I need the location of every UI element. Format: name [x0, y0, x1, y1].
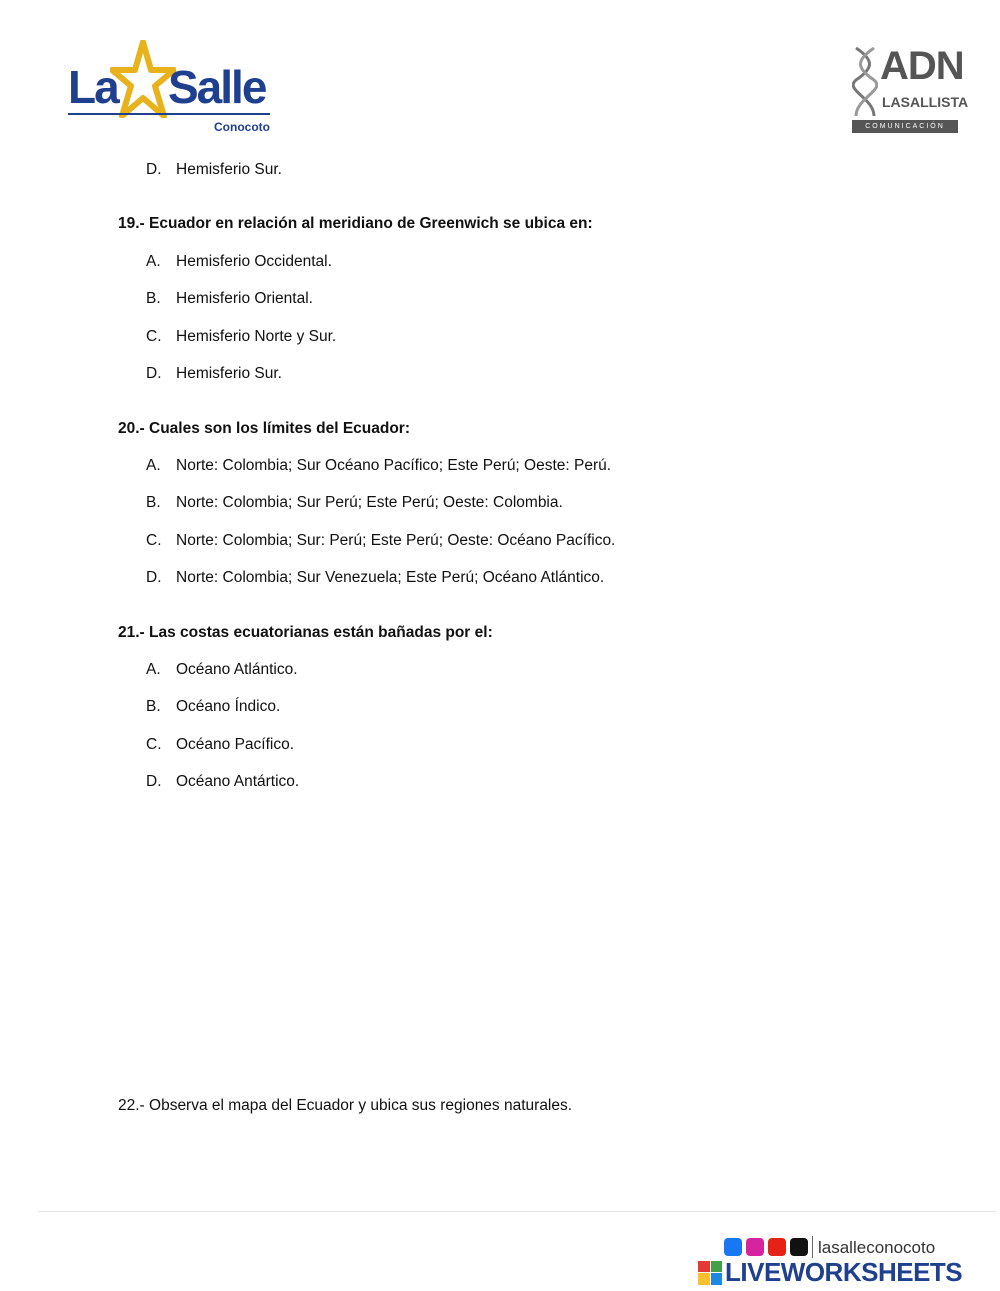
youtube-icon[interactable]: [768, 1238, 786, 1256]
question-21-title: 21.- Las costas ecuatorianas están bañadas por el:: [118, 624, 493, 641]
list-item: [146, 736, 294, 754]
option-text: Norte: Colombia; Sur: Perú; Este Perú; Oeste: Océano Pacífico.: [176, 532, 616, 549]
adn-title: ADN: [880, 44, 964, 88]
option-text: Norte: Colombia; Sur Océano Pacífico; Este Perú; Oeste: Perú.: [176, 457, 612, 474]
list-item: [146, 328, 336, 346]
list-item: [146, 532, 615, 550]
option-letter: C.: [146, 736, 162, 753]
option-letter: B.: [146, 494, 161, 511]
option-letter: B.: [146, 698, 161, 715]
option-text: Hemisferio Sur.: [176, 365, 282, 382]
logo-text-la: La: [68, 61, 118, 113]
live-badge-icon: [698, 1261, 722, 1285]
option-text: Hemisferio Oriental.: [176, 290, 313, 307]
adn-subtitle: LASALLISTA: [882, 94, 969, 110]
option-text: Hemisferio Occidental.: [176, 253, 332, 270]
option-text: Océano Pacífico.: [176, 736, 295, 753]
footer-separator: [812, 1236, 813, 1258]
instagram-icon[interactable]: [746, 1238, 764, 1256]
social-handle[interactable]: lasalleconocoto: [818, 1238, 936, 1257]
footer-divider: [38, 1211, 996, 1212]
question-22-title: 22.- Observa el mapa del Ecuador y ubica sus regiones naturales.: [118, 1097, 573, 1114]
list-item: [146, 494, 563, 512]
star-icon: [110, 40, 176, 118]
question-19-title: 19.- Ecuador en relación al meridiano de Greenwich se ubica en:: [118, 215, 593, 232]
list-item: [146, 253, 332, 271]
logo-divider: [68, 113, 270, 115]
option-text: Hemisferio Sur.: [176, 161, 282, 178]
option-letter: D.: [146, 365, 162, 382]
social-icons: [724, 1238, 808, 1256]
option-letter: D.: [146, 161, 162, 178]
facebook-icon[interactable]: [724, 1238, 742, 1256]
list-item: [146, 569, 604, 587]
list-item: [146, 290, 313, 308]
liveworksheets-brand: [698, 1257, 962, 1288]
option-text: Océano Atlántico.: [176, 661, 298, 678]
logo-subtitle: Conocoto: [214, 120, 270, 134]
option-letter: D.: [146, 569, 162, 586]
list-item: [146, 161, 282, 179]
brand-wordmark: LIVEWORKSHEETS: [725, 1257, 963, 1287]
option-letter: A.: [146, 661, 161, 678]
option-text: Océano Antártico.: [176, 773, 300, 790]
option-letter: B.: [146, 290, 161, 307]
option-text: Norte: Colombia; Sur Perú; Este Perú; Oeste: Colombia.: [176, 494, 563, 511]
option-letter: D.: [146, 773, 162, 790]
option-letter: C.: [146, 328, 162, 345]
option-text: Norte: Colombia; Sur Venezuela; Este Perú; Océano Atlántico.: [176, 569, 605, 586]
dna-icon: [852, 46, 878, 118]
option-letter: A.: [146, 457, 161, 474]
option-letter: A.: [146, 253, 161, 270]
option-text: Océano Índico.: [176, 698, 281, 715]
option-text: Hemisferio Norte y Sur.: [176, 328, 337, 345]
list-item: [146, 773, 299, 791]
list-item: [146, 661, 298, 679]
option-letter: C.: [146, 532, 162, 549]
list-item: [146, 365, 282, 383]
list-item: [146, 457, 611, 475]
adn-bar: COMUNICACIÓN: [852, 120, 958, 133]
logo-text-salle: Salle: [168, 61, 266, 113]
list-item: [146, 698, 280, 716]
tiktok-icon[interactable]: [790, 1238, 808, 1256]
adn-lasallista-logo: [850, 44, 969, 136]
lasalle-logo: [66, 40, 276, 140]
question-20-title: 20.- Cuales son los límites del Ecuador:: [118, 420, 411, 437]
